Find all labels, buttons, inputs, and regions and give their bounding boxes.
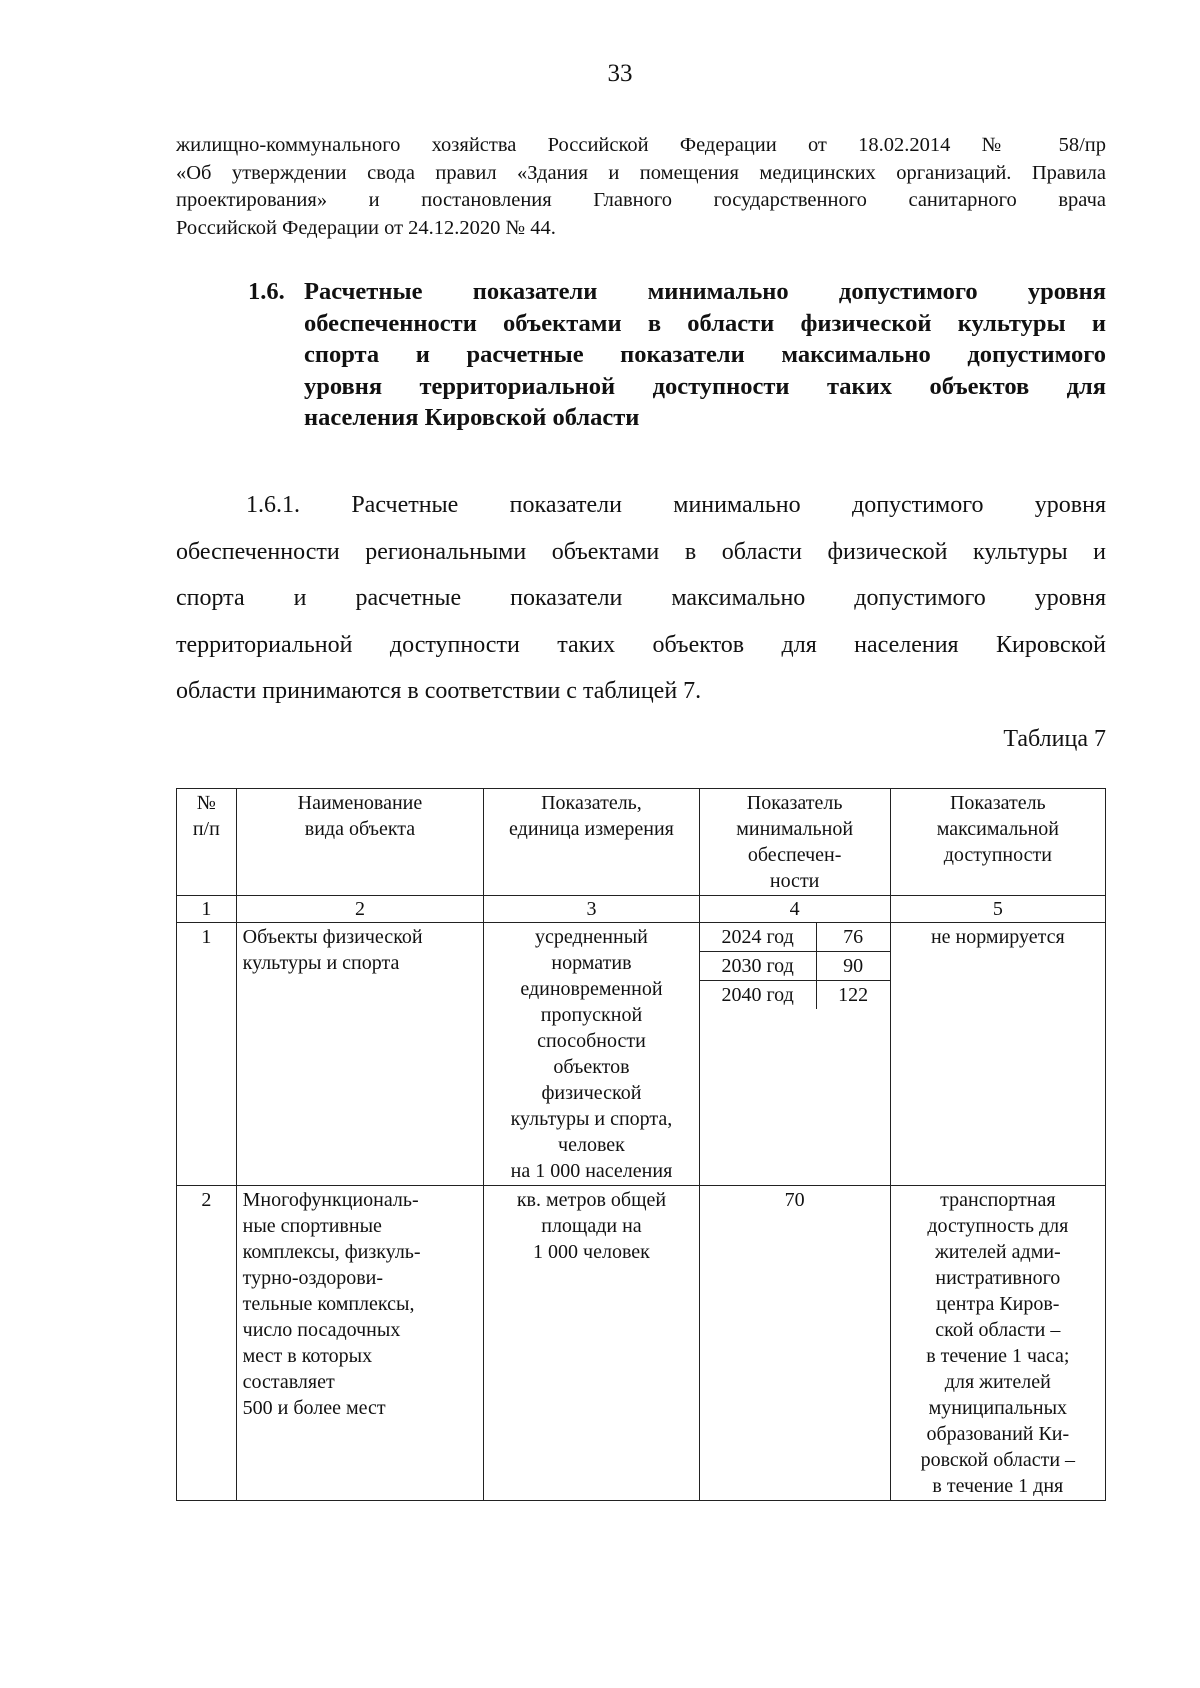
section-title-line: населения Кировской области: [304, 404, 640, 431]
intro-line: Российской Федерации от 24.12.2020 № 44.: [176, 216, 556, 239]
min-provision-value: 70: [699, 1186, 890, 1501]
year-value: 90: [816, 952, 890, 981]
paragraph-line: области принимаются в соответствии с таблицей 7.: [176, 678, 702, 704]
section-heading: [248, 276, 1106, 434]
column-number: 4: [699, 896, 890, 923]
row-number: 2: [177, 1186, 237, 1501]
year-value: 76: [816, 923, 890, 952]
paragraph-line: обеспеченности региональными объектами в области физической культуры и: [176, 538, 1106, 565]
table-row: [177, 1186, 1106, 1501]
table-header-row: [177, 789, 1106, 896]
year-label: 2040 год: [700, 981, 817, 1010]
year-label: 2024 год: [700, 923, 817, 952]
paragraph-line: 1.6.1. Расчетные показатели минимально допустимого уровня: [246, 492, 1106, 518]
year-value: 122: [816, 981, 890, 1010]
table-caption: Таблица 7: [1003, 726, 1106, 752]
column-number: 1: [177, 896, 237, 923]
section-number: 1.6.: [248, 278, 285, 305]
max-accessibility: транспортная доступность для жителей адми- нистративного центра Киров- ской области – в течение 1 часа; для жителей муниципальных образований Ки- ровской области – в течение 1 дня: [890, 1186, 1105, 1501]
header-indicator: Показатель, единица измерения: [484, 789, 699, 896]
year-row: [700, 981, 890, 1010]
intro-line: проектирования» и постановления Главного государственного санитарного врача: [176, 189, 1106, 211]
section-title-line: обеспеченности объектами в области физической культуры и: [304, 309, 1106, 337]
page-number: 33: [607, 60, 633, 87]
paragraph-line: территориальной доступности таких объектов для населения Кировской: [176, 631, 1106, 658]
header-min-provision: Показатель минимальной обеспечен- ности: [699, 789, 890, 896]
indicator-unit: усредненный норматив единовременной пропускной способности объектов физической культуры и спорта, человек на 1 000 населения: [484, 923, 699, 1186]
section-title-line: Расчетные показатели минимально допустимого уровня: [304, 278, 1106, 305]
column-number: 5: [890, 896, 1105, 923]
row-number: 1: [177, 923, 237, 1186]
column-number: 2: [236, 896, 484, 923]
max-accessibility: не нормируется: [890, 923, 1105, 1186]
indicator-unit: кв. метров общей площади на 1 000 человек: [484, 1186, 699, 1501]
intro-paragraph: [176, 132, 1106, 242]
body-paragraph: [176, 482, 1106, 715]
column-number-row: [177, 896, 1106, 923]
year-row: [700, 952, 890, 981]
table-7: [176, 788, 1106, 1501]
intro-line: жилищно-коммунального хозяйства Российской Федерации от 18.02.2014 № 58/пр: [176, 134, 1106, 156]
object-name: Объекты физической культуры и спорта: [236, 923, 484, 1186]
intro-line: «Об утверждении свода правил «Здания и помещения медицинских организаций. Правила: [176, 161, 1106, 184]
year-values-table: [700, 923, 890, 1009]
object-name: Многофункциональ- ные спортивные комплексы, физкуль- турно-оздорови- тельные комплексы, число посадочных мест в которых составляет 500 и более мест: [236, 1186, 484, 1501]
table-row: [177, 923, 1106, 1186]
min-provision-cell: [699, 923, 890, 1186]
section-title-line: спорта и расчетные показатели максимально допустимого: [304, 341, 1106, 368]
header-object-name: Наименование вида объекта: [236, 789, 484, 896]
year-row: [700, 923, 890, 952]
section-title-line: уровня территориальной доступности таких объектов для: [304, 372, 1106, 400]
header-max-accessibility: Показатель максимальной доступности: [890, 789, 1105, 896]
paragraph-line: спорта и расчетные показатели максимально допустимого уровня: [176, 585, 1106, 611]
year-label: 2030 год: [700, 952, 817, 981]
column-number: 3: [484, 896, 699, 923]
header-number: № п/п: [177, 789, 237, 896]
